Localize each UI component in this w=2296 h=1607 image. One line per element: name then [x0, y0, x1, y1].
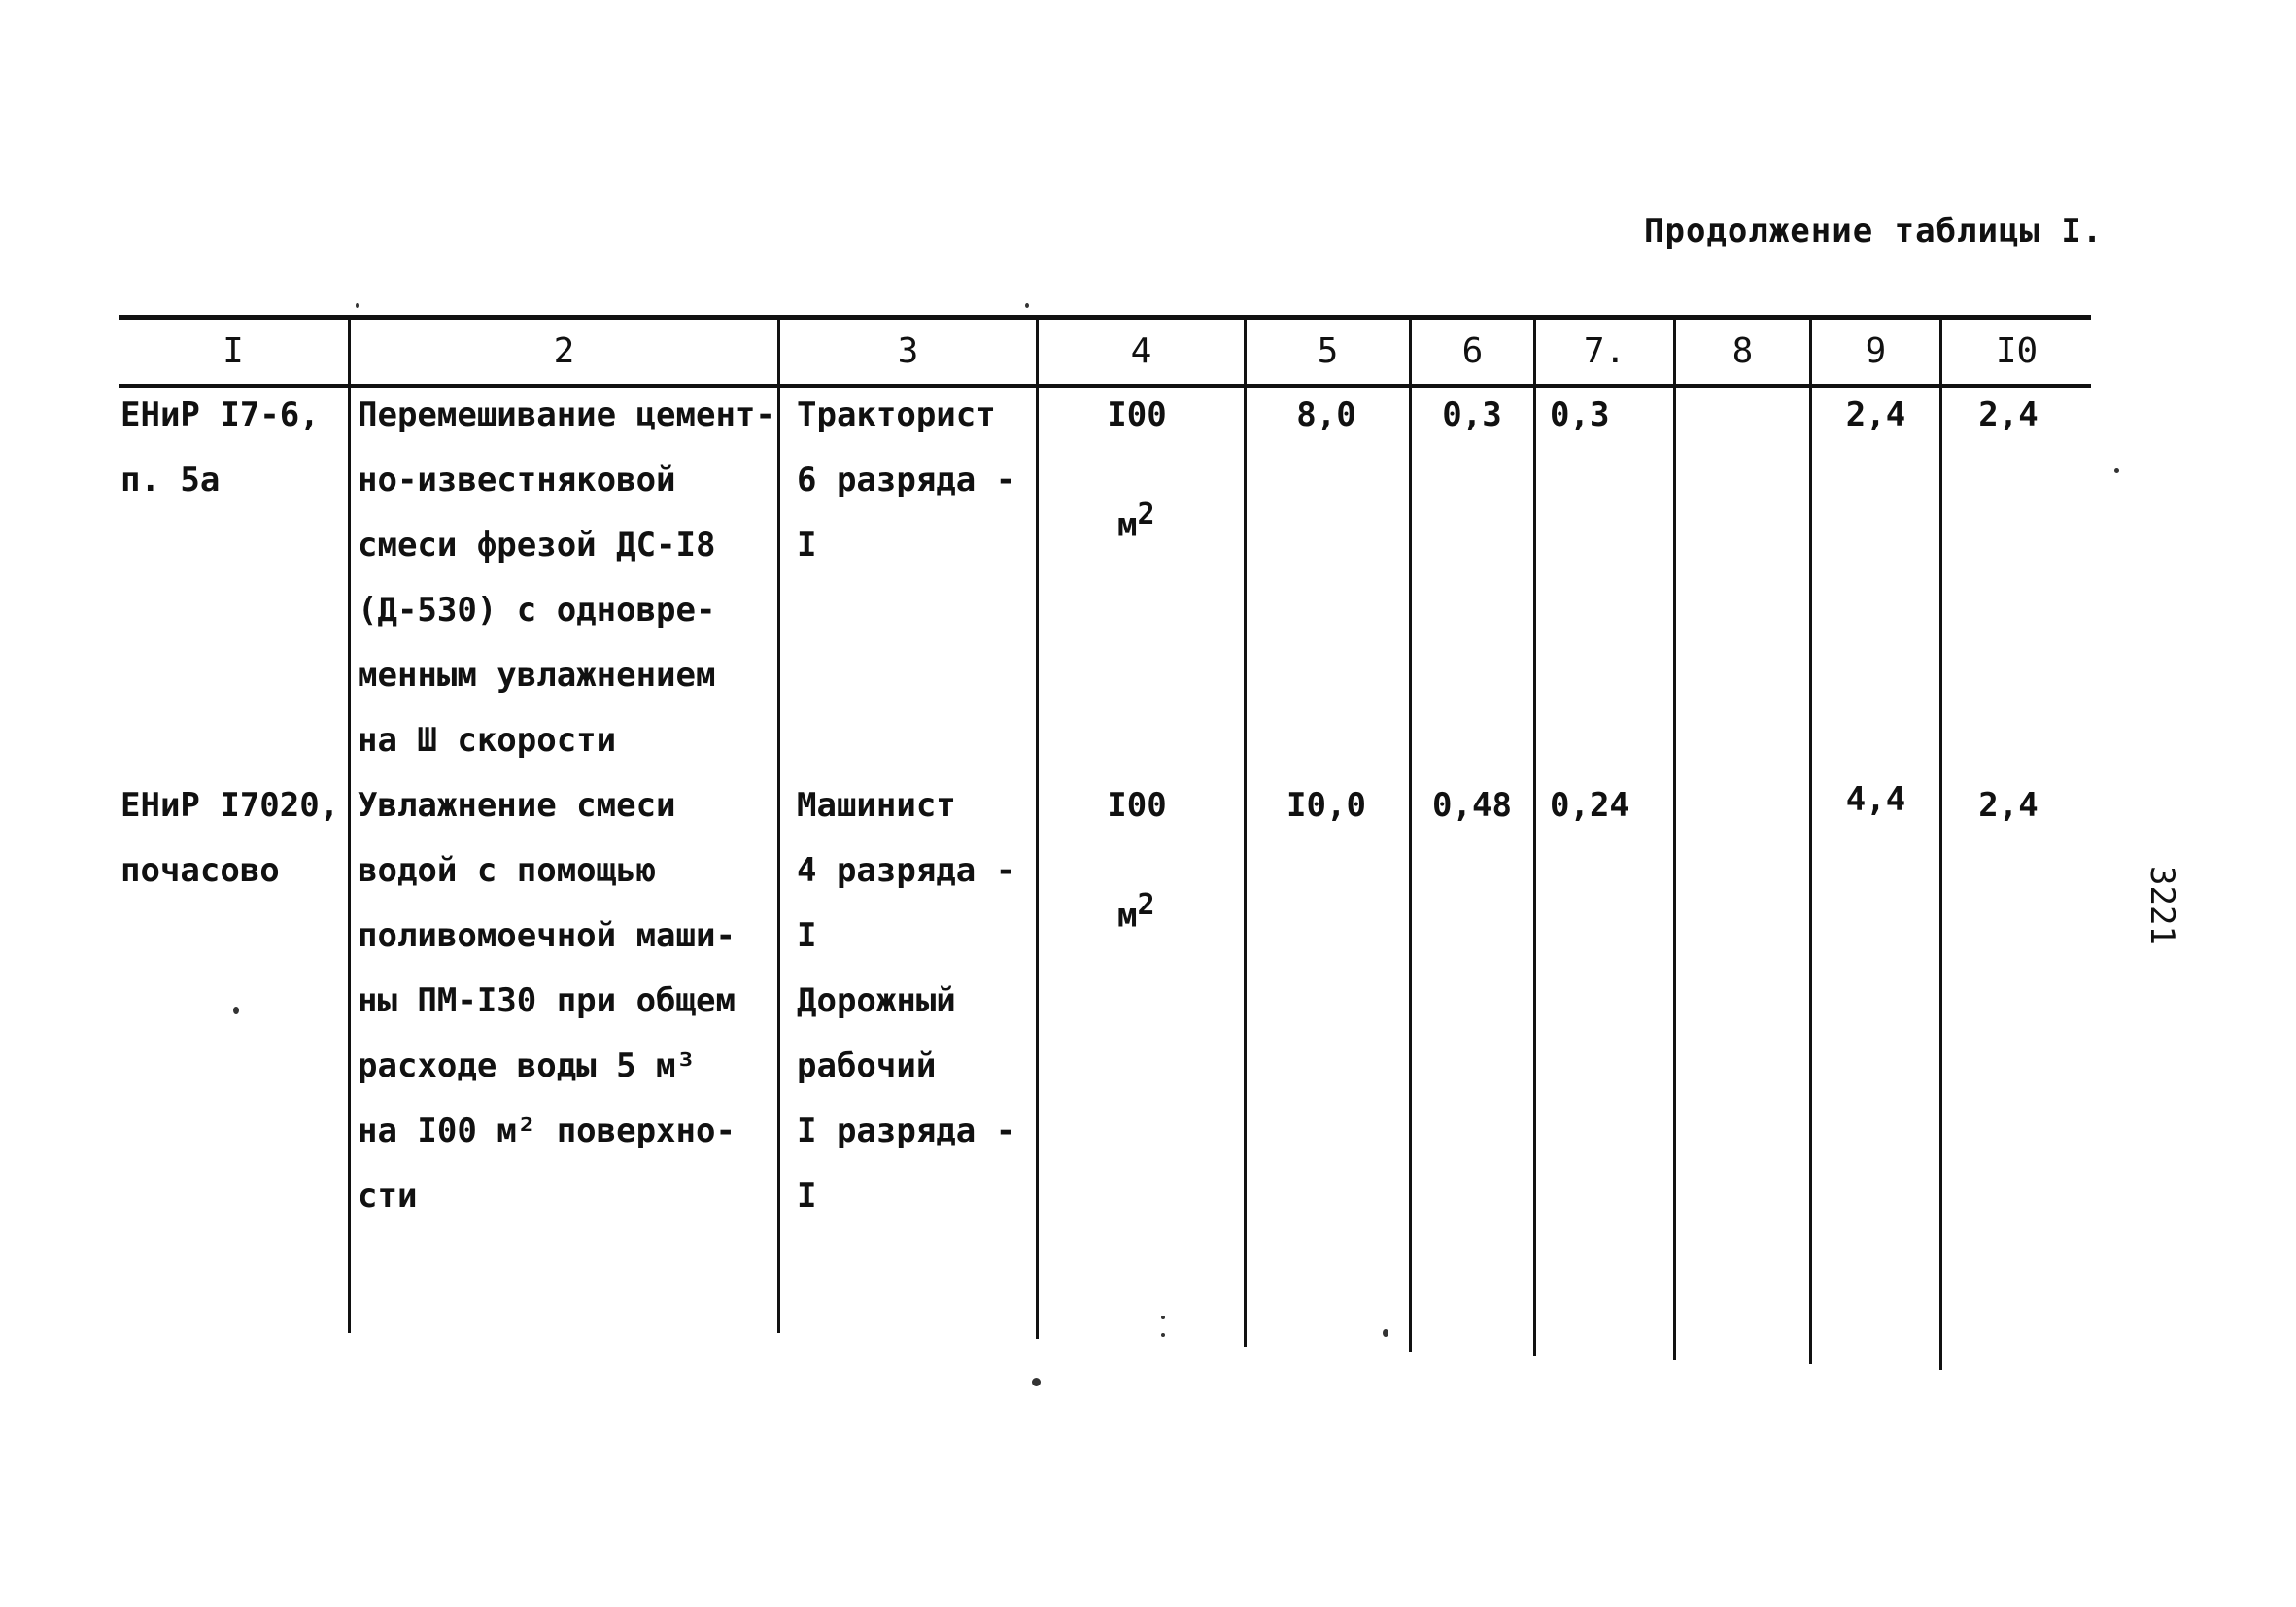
unit-measure: [1117, 847, 1195, 935]
norm-reference: ЕНиР I7020, почасово: [120, 786, 340, 890]
unit-exponent: 2: [1137, 497, 1155, 531]
header-col-2: 2: [553, 331, 575, 371]
header-col-8: 8: [1731, 331, 1754, 371]
norm-reference: ЕНиР I7-6, п. 5а: [120, 395, 320, 499]
value-col-7: 0,24: [1550, 786, 1629, 825]
scan-speck: [356, 303, 359, 308]
scan-speck: [1161, 1333, 1165, 1337]
column-divider: [1533, 317, 1536, 1356]
column-divider: [1036, 317, 1039, 1339]
value-col-5: I0,0: [1286, 786, 1366, 825]
unit-value: I00: [1107, 786, 1167, 825]
column-divider: [1409, 317, 1412, 1352]
unit-value: I00: [1107, 395, 1167, 434]
column-divider: [1939, 317, 1942, 1370]
crew-composition: Машинист 4 разряда - I Дорожный рабочий I разряда - I: [797, 786, 1016, 1215]
unit-exponent: 2: [1137, 888, 1155, 922]
column-divider: [1809, 317, 1812, 1364]
header-col-4: 4: [1130, 331, 1152, 371]
header-col-1: I: [223, 331, 244, 371]
unit-measure: [1117, 457, 1195, 544]
header-col-6: 6: [1461, 331, 1484, 371]
scan-speck: [233, 1007, 239, 1014]
column-divider: [1673, 317, 1676, 1360]
value-col-6: 0,48: [1432, 786, 1512, 825]
column-divider: [1244, 317, 1247, 1347]
value-col-9: 4,4: [1845, 780, 1906, 819]
header-col-3: 3: [897, 331, 919, 371]
table-top-rule: [119, 315, 2091, 320]
value-col-9: 2,4: [1845, 395, 1906, 434]
work-description: Увлажнение смеси водой с помощью поливомоечной маши- ны ПМ-I30 при общем расходе воды 5 м³ на I00 м² поверхно- сти: [358, 786, 736, 1215]
value-col-5: 8,0: [1296, 395, 1356, 434]
header-col-7: 7.: [1583, 331, 1627, 371]
value-col-7: 0,3: [1550, 395, 1610, 434]
unit-symbol: м: [1117, 505, 1138, 545]
scan-speck: [1025, 303, 1029, 308]
header-col-10: I0: [1995, 331, 2039, 371]
header-col-5: 5: [1317, 331, 1339, 371]
scan-speck: [1161, 1316, 1165, 1319]
value-col-6: 0,3: [1442, 395, 1502, 434]
column-divider: [777, 317, 780, 1333]
unit-symbol: м: [1117, 896, 1138, 936]
crew-composition: Тракторист 6 разряда - I: [797, 395, 1016, 564]
scan-speck: [1032, 1378, 1041, 1386]
scan-speck: [1383, 1329, 1388, 1337]
table-caption: Продолжение таблицы I.: [1644, 212, 2104, 251]
value-col-10: 2,4: [1978, 395, 2039, 434]
scan-speck: [2114, 468, 2119, 473]
work-description: Перемешивание цемент- но-известняковой смеси фрезой ДС-I8 (Д-530) с одновре- менным увлажнением на Ш скорости: [358, 395, 775, 760]
header-col-9: 9: [1865, 331, 1887, 371]
page-number: 3221: [2142, 866, 2181, 945]
value-col-10: 2,4: [1978, 786, 2039, 825]
